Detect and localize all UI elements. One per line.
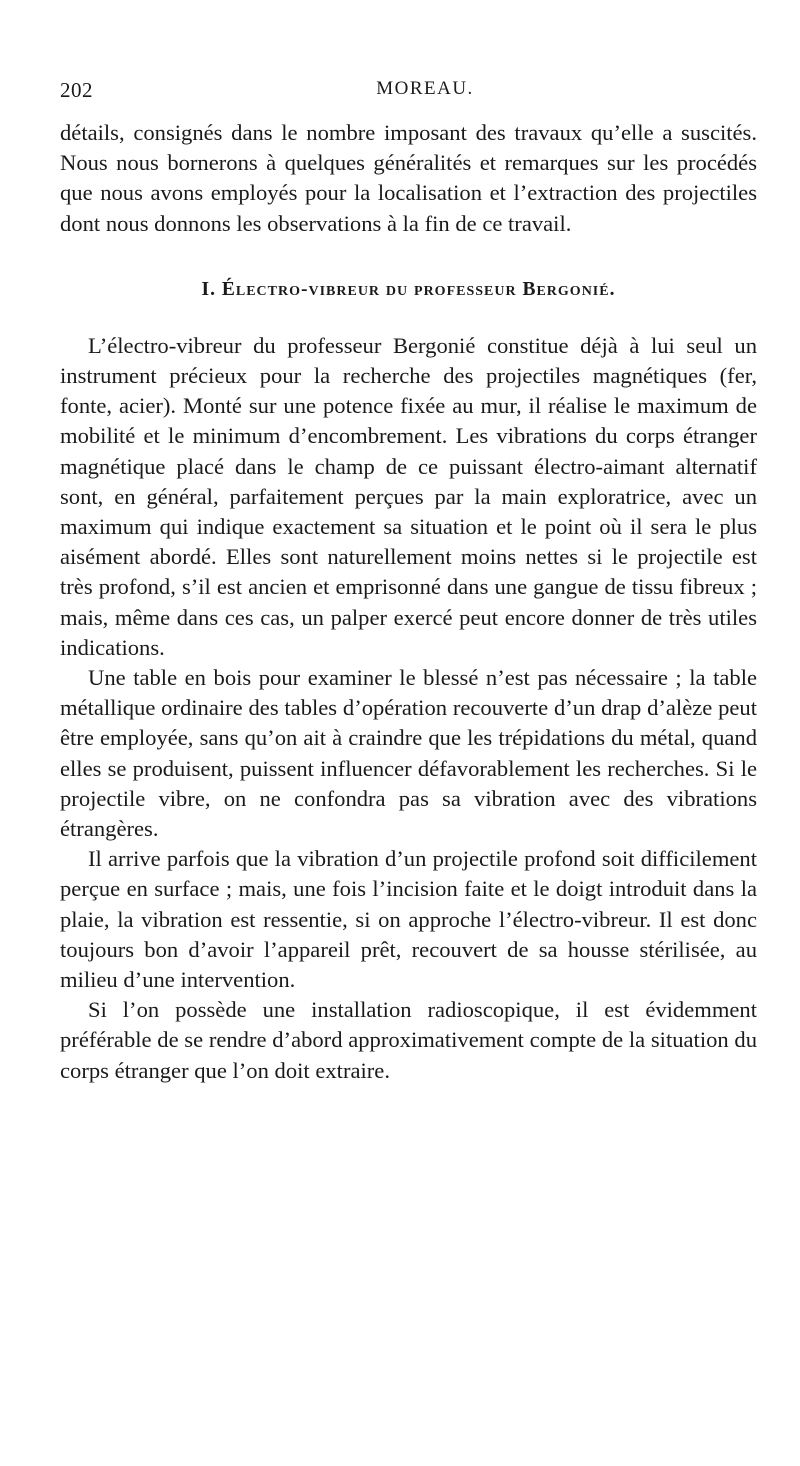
body-text (60, 118, 757, 1086)
running-head: MOREAU. (376, 78, 474, 99)
section-heading: I. Électro-vibreur du professeur Bergonié. (201, 278, 616, 300)
page-header (60, 78, 760, 112)
page-number: 202 (60, 78, 93, 102)
paragraph-electro-vibreur: L’électro-vibreur du professeur Bergonié constitue déjà à lui seul un instrument précieux pour la recherche des projectiles magnétiques (fer, fonte, acier). Monté sur une potence fixée au mur, il réalise le maximum de mobilité et le minimum d’encombrement. Les vibrations du corps étranger magnétique placé dans le champ de ce puissant électro-aimant alternatif sont, en général, parfaitement perçues par la main exploratrice, avec un maximum qui indique exactement sa situation et le point où il sera le plus aisément abordé. Elles sont naturellement moins nettes si le projectile est très profond, s’il est ancien et emprisonné dans une gangue de tissu fibreux ; mais, même dans ces cas, un palper exercé peut encore donner de très utiles indications. (60, 332, 757, 660)
paragraph-intro: détails, consignés dans le nombre imposant des travaux qu’elle a suscités. Nous nous bornerons à quelques généralités et remarques sur les procédés que nous avons employés pour la localisation et l’extraction des projectiles dont nous donnons les observations à la fin de ce travail. (60, 120, 757, 236)
paragraph-table: Une table en bois pour examiner le blessé n’est pas nécessaire ; la table métallique ordinaire des tables d’opération recouverte d’un drap d’alèze peut être employée, sans qu’on ait à craindre que les trépidations du métal, quand elles se produisent, puissent influencer défavorablement les recherches. Si le projectile vibre, on ne confondra pas sa vibration avec des vibrations étrangères. (60, 665, 757, 842)
paragraph-radioscopy: Si l’on possède une installation radioscopique, il est évidemment préférable de se rendre d’abord approximativement compte de la situation du corps étranger que l’on doit extraire. (60, 997, 757, 1083)
paragraph-deep-projectile: Il arrive parfois que la vibration d’un projectile profond soit difficilement perçue en surface ; mais, une fois l’incision faite et le doigt introduit dans la plaie, la vibration est ressentie, si on approche l’électro-vibreur. Il est donc toujours bon d’avoir l’appareil prêt, recouvert de sa housse stérilisée, au milieu d’une intervention. (60, 846, 757, 993)
page-bottom-margin (0, 1406, 800, 1466)
